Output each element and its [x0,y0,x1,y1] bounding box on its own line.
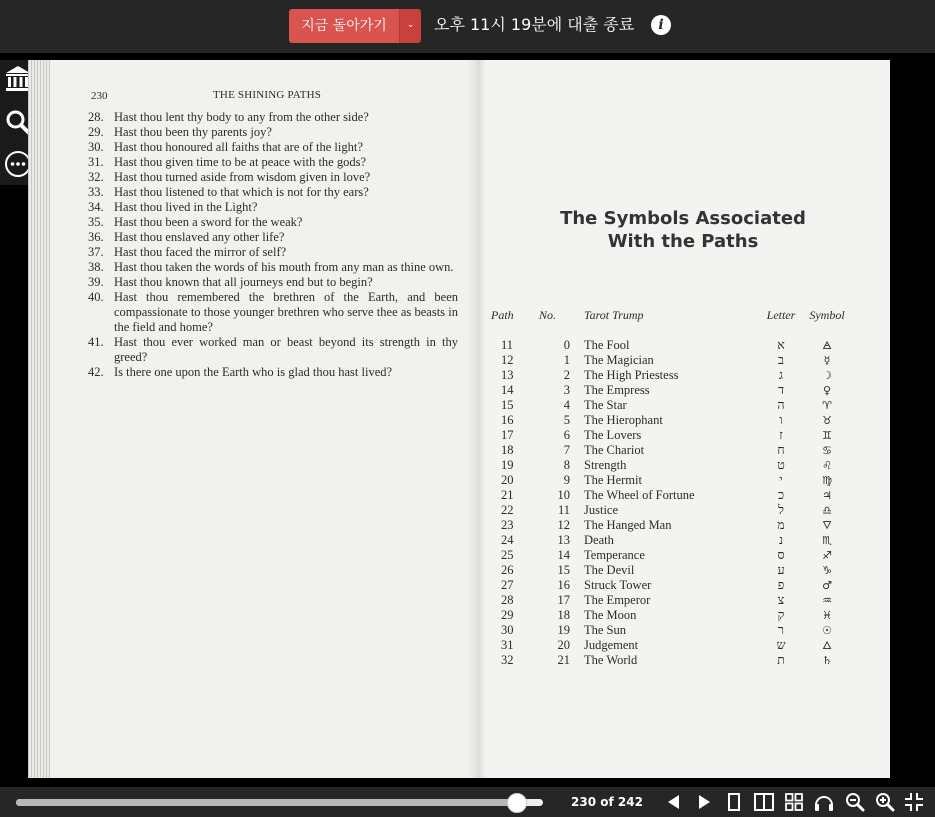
tarot-trump-name: The Hanged Man [584,518,672,532]
list-item [88,230,458,245]
path-number: 25 [501,548,514,562]
question-text: Hast thou been a sword for the weak? [114,215,303,229]
path-number: 24 [501,533,514,547]
tarot-trump-name: Struck Tower [584,578,652,592]
hebrew-letter: ע [777,563,785,577]
top-bar [0,0,935,53]
column-spacer [570,563,584,578]
table-row [491,443,849,458]
question-number: 40. [88,290,104,304]
path-number: 18 [501,443,514,457]
chapter-title-line-2: With the Paths [607,231,759,252]
question-text: Is there one upon the Earth who is glad thou hast lived? [114,365,393,379]
table-row [491,563,849,578]
question-text: Hast thou honoured all faiths that are of the light? [114,140,363,154]
trump-number: 20 [557,638,570,652]
path-number: 31 [501,638,514,652]
question-text: Hast thou known that all journeys end but to begin? [114,275,373,289]
path-number: 17 [501,428,514,442]
astrological-symbol: ♌ [822,459,832,472]
tarot-trump-name: The Wheel of Fortune [584,488,695,502]
hebrew-letter: ח [777,443,785,457]
return-now-button-group [289,9,421,43]
hebrew-letter: נ [778,533,784,547]
column-spacer [570,458,584,473]
tarot-trump-name: The Hermit [584,473,642,487]
question-number: 28. [88,110,104,124]
hebrew-letter: ת [777,653,785,667]
astrological-symbol: ♑ [822,564,832,577]
trump-number: 15 [557,563,570,577]
trump-number: 10 [557,488,570,502]
page-slider-fill [16,799,517,806]
table-row [491,608,849,623]
question-number: 36. [88,230,104,244]
question-text: Hast thou listened to that which is not for thy ears? [114,185,369,199]
hebrew-letter: ו [779,413,783,427]
list-item [88,365,458,380]
column-spacer [570,338,584,353]
tarot-trump-name: The Magician [584,353,654,367]
list-item [88,275,458,290]
tarot-trump-name: Temperance [584,548,645,562]
exit-fullscreen-icon[interactable] [903,791,925,813]
astrological-symbol: ☉ [822,624,832,637]
hebrew-letter: ז [779,428,783,442]
header-no: No. [539,308,557,322]
two-page-icon[interactable] [753,791,775,813]
question-text: Hast thou been thy parents joy? [114,125,272,139]
zoom-in-icon[interactable] [873,791,895,813]
column-spacer [570,383,584,398]
table-row [491,413,849,428]
read-aloud-icon[interactable] [813,791,835,813]
hebrew-letter: כ [777,488,785,502]
table-row [491,653,849,668]
chapter-title-line-1: The Symbols Associated [560,208,806,229]
tarot-trump-name: The High Priestess [584,368,679,382]
question-text: Hast thou faced the mirror of self? [114,245,287,259]
hebrew-letter: צ [777,593,785,607]
trump-number: 11 [557,503,570,517]
list-item [88,245,458,260]
column-spacer [570,398,584,413]
table-row [491,428,849,443]
table-row [491,458,849,473]
hebrew-letter: ר [777,623,785,637]
trump-number: 8 [563,458,570,472]
page-edges [28,60,50,778]
question-text: Hast thou given time to be at peace with the gods? [114,155,367,169]
astrological-symbol: ♓ [822,609,832,622]
astrological-symbol: ♃ [822,489,832,502]
page-slider-track[interactable] [16,799,543,806]
book-gutter [468,60,486,778]
table-row [491,638,849,653]
table-row [491,353,849,368]
path-number: 16 [501,413,514,427]
trump-number: 16 [557,578,570,592]
list-item [88,170,458,185]
hebrew-letter: י [779,473,783,487]
next-page-icon[interactable] [693,791,715,813]
table-row [491,368,849,383]
table-row [491,488,849,503]
path-number: 23 [501,518,514,532]
astrological-symbol: ♍ [822,474,832,487]
trump-number: 6 [563,428,570,442]
trump-number: 17 [557,593,570,607]
hebrew-letter: ב [777,353,785,367]
hebrew-letter: מ [777,518,785,532]
left-page [50,60,476,778]
page-number: 230 [91,90,108,102]
astrological-symbol: ☿ [823,354,831,367]
header-letter: Letter [766,308,796,322]
question-number: 33. [88,185,104,199]
single-page-icon[interactable] [723,791,745,813]
tarot-trump-name: The Lovers [584,428,642,442]
trump-number: 12 [557,518,570,532]
tarot-trump-name: The Sun [584,623,627,637]
tarot-trump-name: Judgement [584,638,639,652]
trump-number: 13 [557,533,570,547]
tarot-trump-name: The World [584,653,638,667]
header-tarot-trump: Tarot Trump [584,308,644,322]
hebrew-letter: ג [778,368,784,382]
path-number: 13 [501,368,514,382]
question-text: Hast thou lived in the Light? [114,200,258,214]
tarot-trump-name: The Star [584,398,627,412]
list-item [88,125,458,140]
tarot-trump-name: The Chariot [584,443,645,457]
zoom-out-icon[interactable] [843,791,865,813]
astrological-symbol: ☽ [822,369,832,382]
table-row [491,623,849,638]
column-spacer [570,593,584,608]
column-spacer [570,548,584,563]
hebrew-letter: ל [778,503,784,517]
path-number: 20 [501,473,514,487]
question-number: 41. [88,335,104,349]
hebrew-letter: ש [776,638,786,652]
tarot-trump-name: The Hierophant [584,413,663,427]
astrological-symbol: 🜂 [822,639,832,652]
trump-number: 14 [557,548,570,562]
question-text: Hast thou turned aside from wisdom given in love? [114,170,371,184]
astrological-symbol: ♐ [822,549,832,562]
tarot-trump-name: The Emperor [584,593,651,607]
astrological-symbol: 🜄 [822,519,832,532]
table-header-row [491,308,849,338]
list-item [88,215,458,230]
loan-expiry-text: 오후 11시 19분에 대출 종료 [434,15,635,34]
path-number: 14 [501,383,514,397]
hebrew-letter: ט [777,458,785,472]
question-number: 38. [88,260,104,274]
trump-number: 5 [563,413,570,427]
question-number: 32. [88,170,104,184]
path-number: 30 [501,623,514,637]
list-item [88,290,458,335]
astrological-symbol: ♏ [822,534,832,547]
table-row [491,473,849,488]
question-number: 31. [88,155,104,169]
tarot-trump-name: Strength [584,458,627,472]
tarot-trump-name: The Moon [584,608,637,622]
column-spacer [570,533,584,548]
tarot-trump-name: The Empress [584,383,650,397]
path-number: 19 [501,458,514,472]
column-spacer [570,623,584,638]
list-item [88,260,458,275]
table-row [491,518,849,533]
tarot-trump-name: Justice [584,503,619,517]
question-text: Hast thou ever worked man or beast beyond its strength in thy greed? [114,335,458,364]
table-row [491,338,849,353]
question-number: 30. [88,140,104,154]
path-number: 21 [501,488,514,502]
question-number: 29. [88,125,104,139]
page-slider-handle[interactable] [507,793,527,813]
info-icon[interactable]: i [651,15,671,35]
question-text: Hast thou enslaved any other life? [114,230,285,244]
trump-number: 0 [563,338,570,352]
path-number: 22 [501,503,514,517]
trump-number: 4 [563,398,570,412]
column-spacer [570,353,584,368]
path-number: 27 [501,578,514,592]
list-item [88,185,458,200]
astrological-symbol: ♎ [822,504,832,517]
question-text: Hast thou lent thy body to any from the other side? [114,110,369,124]
question-list [88,110,458,380]
question-number: 37. [88,245,104,259]
page-counter: 230 of 242 [571,795,643,809]
astrological-symbol: ♀ [822,384,832,397]
return-options-dropdown[interactable]: ⌄ [399,9,421,43]
table-row [491,503,849,518]
column-spacer [570,578,584,593]
table-row [491,548,849,563]
astrological-symbol: ♊ [822,429,832,442]
hebrew-letter: ק [777,608,785,622]
bottom-toolbar [0,787,935,817]
path-number: 11 [501,338,514,352]
astrological-symbol: ♋ [822,444,832,457]
list-item [88,200,458,215]
column-spacer [570,608,584,623]
hebrew-letter: ס [777,548,785,562]
tarot-trump-name: The Devil [584,563,635,577]
trump-number: 2 [563,368,570,382]
header-spacer [570,308,584,338]
column-spacer [570,368,584,383]
table-row [491,593,849,608]
running-head: THE SHINING PATHS [213,89,322,101]
return-now-button[interactable]: 지금 돌아가기 [289,9,399,43]
astrological-symbol: ♒ [822,594,832,607]
table-row [491,578,849,593]
column-spacer [570,653,584,668]
list-item [88,110,458,125]
paths-table-body [491,338,849,668]
paths-table [491,308,849,668]
list-item [88,335,458,365]
header-path: Path [491,308,514,322]
chapter-title [476,207,890,253]
right-page [476,60,890,778]
column-spacer [570,428,584,443]
previous-page-icon[interactable] [663,791,685,813]
table-row [491,533,849,548]
path-number: 32 [501,653,514,667]
column-spacer [570,503,584,518]
trump-number: 21 [557,653,570,667]
question-number: 35. [88,215,104,229]
list-item [88,140,458,155]
path-number: 26 [501,563,514,577]
path-number: 15 [501,398,514,412]
trump-number: 18 [557,608,570,622]
astrological-symbol: ♂ [822,579,832,592]
column-spacer [570,638,584,653]
question-text: Hast thou taken the words of his mouth from any man as thine own. [114,260,454,274]
path-number: 28 [501,593,514,607]
tarot-trump-name: The Fool [584,338,630,352]
trump-number: 19 [557,623,570,637]
trump-number: 3 [563,383,570,397]
hebrew-letter: ה [777,398,785,412]
column-spacer [570,473,584,488]
astrological-symbol: 🜁 [822,339,832,352]
trump-number: 1 [563,353,570,367]
thumbnails-icon[interactable] [783,791,805,813]
path-number: 12 [501,353,514,367]
astrological-symbol: ♄ [822,654,832,667]
trump-number: 9 [563,473,570,487]
path-number: 29 [501,608,514,622]
hebrew-letter: ד [777,383,784,397]
question-number: 34. [88,200,104,214]
book-spread [28,60,890,778]
tarot-trump-name: Death [584,533,614,547]
question-number: 39. [88,275,104,289]
trump-number: 7 [563,443,570,457]
column-spacer [570,488,584,503]
header-symbol: Symbol [809,308,845,322]
list-item [88,155,458,170]
table-row [491,383,849,398]
question-number: 42. [88,365,104,379]
question-text: Hast thou remembered the brethren of the Earth, and been compassionate to those younger brethren who serve thee as beasts in the field and home? [114,290,458,334]
table-row [491,398,849,413]
hebrew-letter: א [777,338,785,352]
column-spacer [570,518,584,533]
astrological-symbol: ♉ [822,414,832,427]
hebrew-letter: פ [777,578,785,592]
column-spacer [570,413,584,428]
astrological-symbol: ♈ [822,399,832,412]
column-spacer [570,443,584,458]
